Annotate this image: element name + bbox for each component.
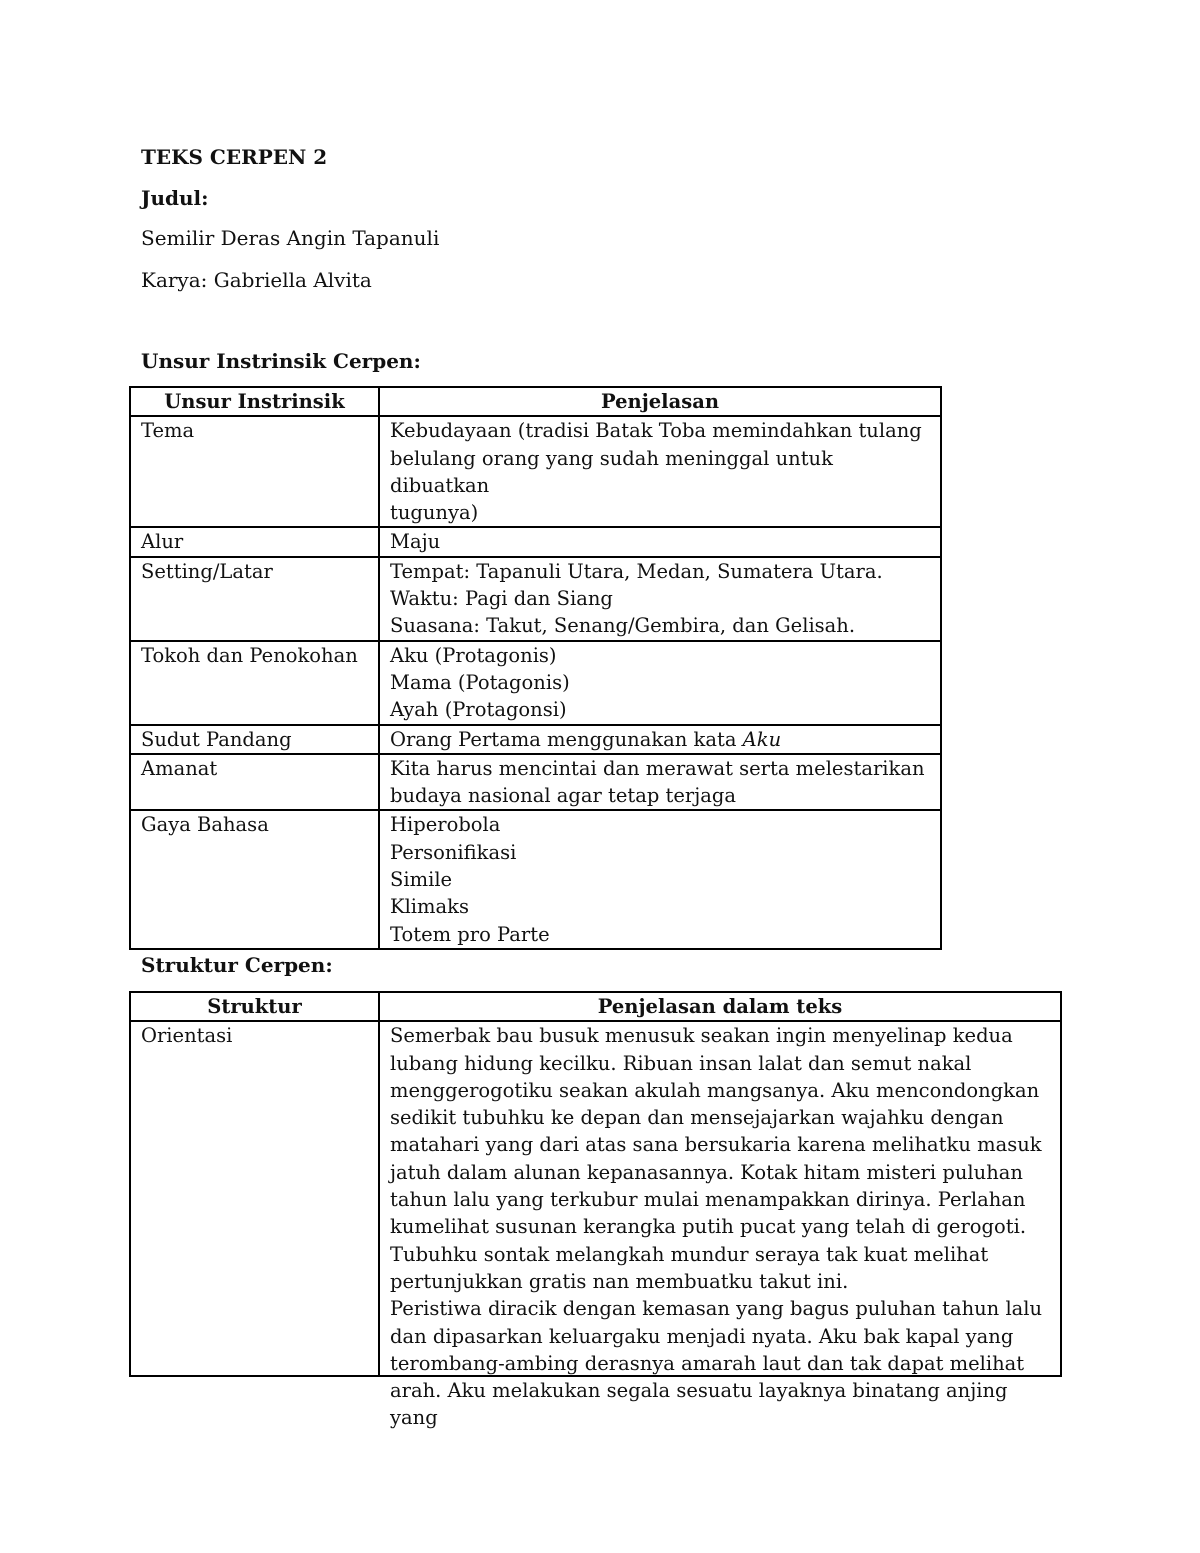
table-row — [130, 416, 941, 527]
value-italic-word: Aku — [742, 727, 782, 751]
row-value-tokoh — [379, 641, 941, 725]
value-line: belulang orang yang sudah meninggal untuk dibuatkan — [390, 446, 833, 497]
value-line: Mama (Potagonis) — [390, 670, 570, 694]
table-row — [130, 1021, 1061, 1376]
value-line: Tempat: Tapanuli Utara, Medan, Sumatera Utara. — [390, 559, 883, 583]
author-line: Karya: Gabriella Alvita — [141, 268, 372, 292]
table-row — [130, 527, 941, 556]
table-header-row — [130, 992, 1061, 1021]
row-label-setting: Setting/Latar — [130, 557, 379, 641]
column-header-structure: Struktur — [130, 992, 379, 1021]
row-value-amanat — [379, 754, 941, 811]
structure-table — [129, 991, 1062, 1430]
row-label-gaya-bahasa: Gaya Bahasa — [130, 810, 379, 948]
value-line: Kebudayaan (tradisi Batak Toba memindahkan tulang — [390, 419, 922, 443]
orientation-paragraph: Peristiwa diracik dengan kemasan yang bagus puluhan tahun lalu dan dipasarkan keluargaku menjadi nyata. Aku bak kapal yang terombang-ambing derasnya amarah laut dan tak dapat melihat arah. Aku melakukan segala sesuatu layaknya binatang anjing yang — [390, 1297, 1043, 1430]
value-line: tugunya) — [390, 501, 479, 525]
table-row — [130, 557, 941, 641]
value-line: Waktu: Pagi dan Siang — [390, 587, 613, 611]
orientation-paragraph: Semerbak bau busuk menusuk seakan ingin menyelinap kedua lubang hidung kecilku. Ribuan insan lalat dan semut nakal menggerogotiku seakan akulah mangsanya. Aku mencondongkan sedikit tubuhku ke depan dan mensejajarkan wajahku dengan matahari yang dari atas sana bersukaria karena melihatku masuk jatuh dalam alunan kepanasannya. Kotak hitam misteri puluhan tahun lalu yang terkubur mulai menampakkan dirinya. Perlahan kumelihat susunan kerangka putih pucat yang telah di gerogoti. Tubuhku sontak melangkah mundur seraya tak kuat melihat pertunjukkan gratis nan membuatku takut ini. — [390, 1024, 1042, 1293]
value-line: Totem pro Parte — [390, 922, 550, 946]
table-header-row — [130, 387, 941, 416]
table-row — [130, 810, 941, 948]
row-label-tokoh: Tokoh dan Penokohan — [130, 641, 379, 725]
value-text: Orang Pertama menggunakan kata — [390, 727, 743, 751]
row-label-tema: Tema — [130, 416, 379, 527]
row-label-amanat: Amanat — [130, 754, 379, 811]
column-header-explanation: Penjelasan — [379, 387, 941, 416]
column-header-text-explanation: Penjelasan dalam teks — [379, 992, 1061, 1021]
table-row — [130, 641, 941, 725]
column-header-element: Unsur Instrinsik — [130, 387, 379, 416]
structure-heading: Struktur Cerpen: — [141, 953, 333, 977]
table-row — [130, 725, 941, 754]
value-line: Aku (Protagonis) — [390, 643, 557, 667]
value-line: Ayah (Protagonsi) — [390, 698, 567, 722]
row-label-sudut-pandang: Sudut Pandang — [130, 725, 379, 754]
value-line: budaya nasional agar tetap terjaga — [390, 784, 737, 808]
value-line: Suasana: Takut, Senang/Gembira, dan Gelisah. — [390, 614, 856, 638]
story-title: Semilir Deras Angin Tapanuli — [141, 226, 440, 250]
value-line: Kita harus mencintai dan merawat serta melestarikan — [390, 756, 925, 780]
intrinsic-heading: Unsur Instrinsik Cerpen: — [141, 349, 421, 373]
row-label-orientasi: Orientasi — [130, 1021, 379, 1376]
row-value-tema — [379, 416, 941, 527]
row-value-alur — [379, 527, 941, 556]
document-title: TEKS CERPEN 2 — [141, 145, 328, 169]
row-value-gaya-bahasa — [379, 810, 941, 948]
value-line: Simile — [390, 868, 453, 892]
value-line: Hiperobola — [390, 813, 501, 837]
title-label: Judul: — [141, 186, 209, 210]
row-value-orientasi — [379, 1021, 1061, 1430]
value-line: Personifikasi — [390, 840, 517, 864]
table-row — [130, 754, 941, 811]
value-line: Klimaks — [390, 895, 469, 919]
row-label-alur: Alur — [130, 527, 379, 556]
value-line: Maju — [390, 530, 441, 554]
row-value-setting — [379, 557, 941, 641]
intrinsic-table — [129, 386, 942, 950]
row-value-sudut-pandang — [379, 725, 941, 754]
